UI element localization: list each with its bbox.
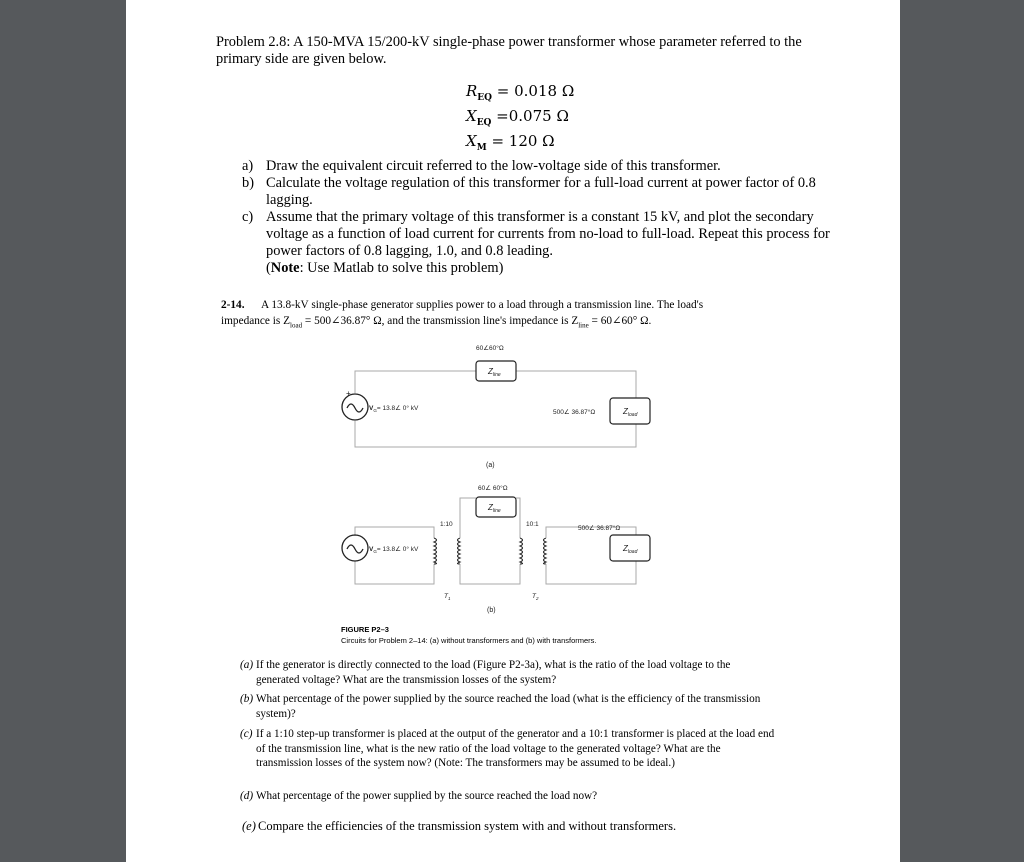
- load-impedance-value-b: 500∠ 36.87°Ω: [578, 525, 621, 532]
- viewer-left-margin: [0, 0, 126, 862]
- t2-primary-coil: [520, 538, 523, 564]
- z-line-label-a: $Z_{line}$: [488, 367, 501, 378]
- equation-xm: $X_M = 120$ Ω: [466, 132, 555, 153]
- source-voltage-a: $V_G=$ 13.8∠ 0° kV: [369, 405, 419, 413]
- question-c: c) Assume that the primary voltage of this transformer is a constant 15 kV, and plot the secondary voltage as a function of load current for currents from no-load to full-load. Repeat this process for power factors of 0.8 lagging, 1.0, and 0.8 leading.: [242, 209, 830, 259]
- sub-question-d: (d) What percentage of the power supplied by the source reached the load now?: [240, 790, 598, 802]
- figure-label-b: (b): [487, 607, 496, 614]
- z-line-box-a: [476, 361, 516, 381]
- t2-label: $T_2$: [532, 593, 539, 601]
- sub-question-a: (a) If the generator is directly connected to the load (Figure P2-3a), what is the ratio of the load voltage to the generated voltage? What are the transmission losses of the system?: [240, 659, 731, 686]
- load-impedance-value-a: 500∠ 36.87°Ω: [553, 409, 596, 416]
- problem-2-8-intro: Problem 2.8: A 150-MVA 15/200-kV single-phase power transformer whose parameter referred to the primary side are given below.: [216, 34, 802, 67]
- t2-secondary-coil: [544, 538, 547, 564]
- circuit-b: [342, 484, 650, 614]
- t1-primary-coil: [434, 538, 437, 564]
- figure-caption: FIGURE P2–3 Circuits for Problem 2–14: (a) without transformers and (b) with transformers.: [341, 625, 597, 645]
- sine-wave-icon: [347, 404, 363, 412]
- sub-question-e: (e) Compare the efficiencies of the transmission system with and without transformers.: [242, 819, 677, 833]
- sub-question-b: (b) What percentage of the power supplied by the source reached the load (what is the efficiency of the transmission system)?: [240, 693, 761, 720]
- z-line-label-b: $Z_{line}$: [488, 503, 501, 514]
- question-a: a) Draw the equivalent circuit referred to the low-voltage side of this transformer.: [242, 158, 721, 174]
- source-plus: +: [346, 389, 351, 398]
- viewer-right-margin: [900, 0, 1024, 862]
- problem-2-14-statement: 2-14. A 13.8-kV single-phase generator supplies power to a load through a transmission line. The load's impedance is $Z_{load}$ = 500∠36.87° Ω, and the transmission line's impedance is $Z_{line}$ = 60∠60° Ω.: [221, 299, 704, 330]
- question-b: b) Calculate the voltage regulation of this transformer for a full-load current at power factor of 0.8 lagging.: [242, 175, 816, 208]
- t1-ratio: 1:10: [440, 521, 453, 528]
- line-impedance-value-b: 60∠ 60°Ω: [478, 485, 508, 492]
- matlab-note: (Note: Use Matlab to solve this problem): [266, 260, 504, 276]
- z-load-box-a: [610, 398, 650, 424]
- source-voltage-b: $V_G=$ 13.8∠ 0° kV: [369, 546, 419, 554]
- figure-label-a: (a): [486, 462, 495, 469]
- z-load-label-b: $Z_{load}$: [623, 544, 638, 555]
- sub-question-c: (c) If a 1:10 step-up transformer is placed at the output of the generator and a 10:1 transformer is placed at the load end of the transmission line, what is the new ratio of the load voltage to the generated voltage? What are the transmission losses of the system now? (Note: The transformers may be assumed to be ideal.): [240, 728, 775, 769]
- equation-xeq: $X_{EQ} =0.075$ Ω: [466, 107, 569, 128]
- document-page[interactable]: [126, 0, 900, 862]
- t1-label: $T_1$: [444, 593, 451, 601]
- z-load-box-b: [610, 535, 650, 561]
- t1-secondary-coil: [458, 538, 461, 564]
- z-line-box-b: [476, 497, 516, 517]
- z-load-label-a: $Z_{load}$: [623, 407, 638, 418]
- equation-req: $R_{EQ} = 0.018$ Ω: [466, 82, 575, 103]
- line-impedance-value-a: 60∠60°Ω: [476, 345, 504, 352]
- circuit-a: [342, 344, 650, 469]
- t2-ratio: 10:1: [526, 521, 539, 528]
- sine-wave-icon: [347, 545, 363, 553]
